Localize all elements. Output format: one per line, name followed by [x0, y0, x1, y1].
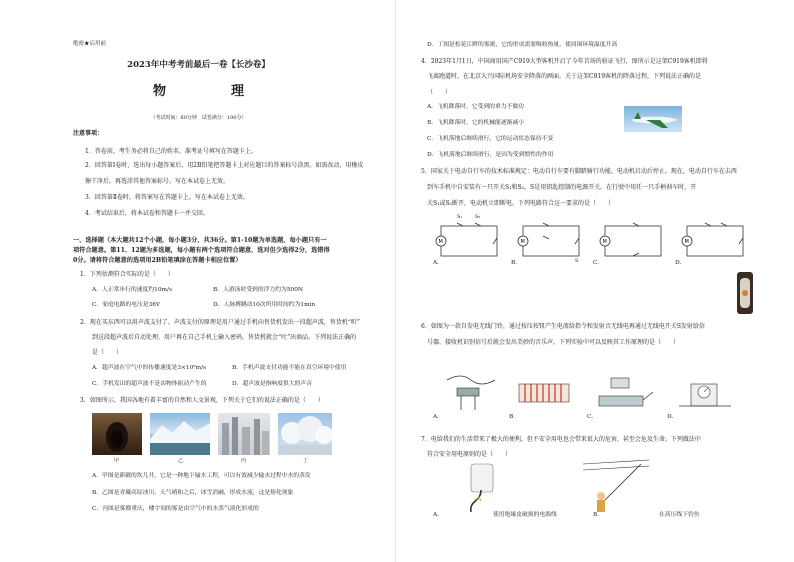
right-page: [397, 0, 794, 562]
photo-glacier: [150, 413, 210, 455]
option-a: A．人正常步行的速度约10m/s: [92, 287, 172, 293]
option-label: A．: [433, 414, 443, 420]
svg-text:M: M: [602, 239, 607, 245]
option-a: A．超声波在空气中的传播速度是3×10⁸m/s: [92, 365, 207, 371]
exam-title: 2023年中考考前最后一卷【长沙卷】: [127, 60, 270, 70]
photo-doorbell: [737, 272, 753, 314]
option-label: A．: [433, 512, 443, 518]
photo-fog-city: [218, 413, 270, 455]
option-c: C．家庭电路的电压是36V: [92, 302, 161, 308]
svg-text:M: M: [520, 239, 525, 245]
option-label: B．: [511, 260, 522, 266]
illustration-damaged-cord: [461, 460, 501, 514]
option-d: D．超声波是指响度很大的声音: [232, 381, 313, 387]
option-b: B．乙图是青藏高原冰川，天气晴和之后，冰雪消融，形成水流，这是熔化现象: [92, 490, 294, 496]
circuit-b: [517, 212, 585, 262]
switch-label: S: [575, 258, 579, 264]
note-line: 4．考试结束后，将本试卷和答题卡一并交回。: [85, 210, 209, 217]
note-line: 擦干净后，再选涂其他答案标号。写在本试卷上无效。: [85, 178, 230, 185]
option-c: C．丙图是雾都重庆，楼宇间的雾是由空气中的水蒸气液化形成的: [92, 506, 259, 512]
option-a: A．飞机降落时，它受到的重力不做功: [427, 104, 524, 110]
question-stem: 3．如图所示，我国各地有着丰富的自然和人文景观，下列关于它们的说法正确的是（ ）: [80, 397, 324, 404]
option-b: B．人游泳时受到的浮力约为500N: [213, 287, 303, 293]
note-line: 3．回答第Ⅱ卷时，将答案写在答题卡上。写在本试卷上无效。: [85, 194, 249, 201]
switch-label: S₁: [457, 214, 463, 220]
note-line: 1．答卷前，考生务必将自己的姓名、准考证号填写在答题卡上。: [85, 148, 257, 155]
question-stem: 5．国家关于电动自行车的技术标准规定：电动自行车要有脚踏骑行功能，电动机启动后停止。现在，电动自行车在去西: [421, 168, 737, 175]
option-d: D．人脉搏跳动10次所用时间约为1min: [213, 302, 316, 308]
exam-meta: （考试时间：60分钟 试卷满分：100分）: [150, 115, 247, 121]
circuit-c: [599, 212, 667, 262]
notes-heading: 注意事项：: [73, 130, 104, 137]
question-stem: （ ）: [427, 89, 452, 96]
svg-text:M: M: [438, 239, 443, 245]
option-d: D．飞机落地后继续滑行，是因为受到惯性的作用: [427, 152, 554, 158]
option-label: B．: [509, 414, 520, 420]
svg-text:M: M: [684, 239, 689, 245]
option-b: B．手机声波支付功能不能在真空环境中使用: [232, 365, 347, 371]
question-stem: 2．现在买东西可以用声波支付了。声波支付的原理是用户通过手机向售货机发出一段超声波，售货机“听”: [80, 319, 360, 326]
option-label: D．: [675, 260, 686, 266]
photo-label: 丙: [241, 458, 247, 464]
photo-c919: [624, 106, 682, 132]
question-stem: 1．下列估测符合实际的是（ ）: [80, 271, 174, 278]
option-a: A．甲图是新疆的坎儿井，它是一种地下输水工程，可以有效减少输水过程中水的蒸发: [92, 473, 311, 479]
question-stem: 号器，接收机识别信号后就会发出美妙的音乐声。下列实验中可以反映其工作原理的是（ ）: [427, 339, 680, 346]
circuit-d: [681, 212, 749, 262]
experiment-b: [515, 370, 575, 414]
option-c: C．手机发出的超声波不是由物体振动产生的: [92, 381, 207, 387]
illustration-fishing-powerline: [583, 458, 649, 514]
question-stem: 符合安全用电原则的是（ ）: [427, 451, 512, 458]
question-stem: 飞离跑道时，在北京大兴国际机场安全降落的画面。关于这架C919客机的降落过程，下列说法正确的是: [427, 73, 702, 80]
experiment-d: [673, 370, 737, 414]
option-label: D．: [667, 414, 678, 420]
circuit-a: [435, 212, 503, 262]
question-stem: 是（ ）: [92, 349, 123, 356]
section-heading: 项符合题意。第11、12题为多选题，每小题有两个选项符合题意，选对但少选得2分，选错得: [73, 247, 330, 254]
experiment-c: [593, 370, 657, 414]
option-caption: 在高压线下钓鱼: [659, 512, 700, 518]
option-label: B．: [593, 512, 604, 518]
subject-title: 物 理: [152, 84, 270, 99]
option-c: C．飞机落地后继续滑行，它的运动状态保持不变: [427, 136, 554, 142]
option-label: C．: [587, 414, 598, 420]
experiment-a: [441, 370, 501, 414]
confidential-mark: 绝密★启用前: [73, 41, 107, 47]
question-stem: 7．电给我们的生活带来了极大的便利，但不安全用电也会带来很大的危害，甚至会危及生命。下列做法中: [421, 436, 701, 443]
option-caption: 使用绝缘皮破损的电源线: [493, 512, 557, 518]
switch-label: S₂: [475, 214, 481, 220]
photo-label: 甲: [114, 458, 120, 464]
note-line: 2．回答第Ⅰ卷时，选出每小题答案后，用2B铅笔把答题卡上对应题目的答案标号涂黑。如需改动，用橡皮: [85, 162, 364, 169]
option-label: A．: [433, 260, 443, 266]
option-b: B．飞机降落时，它的机械能逐渐减小: [427, 120, 525, 126]
option-d: D．丁图是松花江畔的雾凇，它的形成需要吸收热量，使周围环境温度升高: [427, 42, 618, 48]
section-heading: 0分。请将符合题意的选项用2B铅笔填涂在答题卡相应位置）: [73, 257, 242, 264]
question-stem: 关S₁或S₂断开，电动机立即断电。下列电路符合这一要求的是（ ）: [427, 200, 615, 207]
photo-rime: [278, 413, 332, 455]
photo-label: 丁: [303, 458, 309, 464]
question-stem: 6．如图为一款自发电无线门铃，通过按压按钮产生电流给指令和发射音无线电再通过无线电开关S发射给信: [421, 323, 705, 330]
question-stem: 4．2023年1月1日，中国商用国产C919大型客机开启了今年首场的验证飞行，图所示是这架C919客机即将: [421, 58, 708, 65]
question-stem: 到这段超声波后自动处理，用户再在自己手机上输入密码，售货机就会“吐”出商品。下列说法正确的: [92, 334, 357, 341]
option-label: C．: [593, 260, 604, 266]
photo-karez: [92, 413, 142, 455]
question-stem: 到车手机中自安装有一只开关S₁和S₂，S是用钥匙控制的电源开关。在行驶中用任一只手柄刹车时，开: [427, 184, 697, 191]
photo-label: 乙: [178, 458, 184, 464]
section-heading: 一、选择题（本大题共12个小题，每小题3分，共36分。第1-10题为单选题，每小题只有一: [73, 237, 327, 244]
